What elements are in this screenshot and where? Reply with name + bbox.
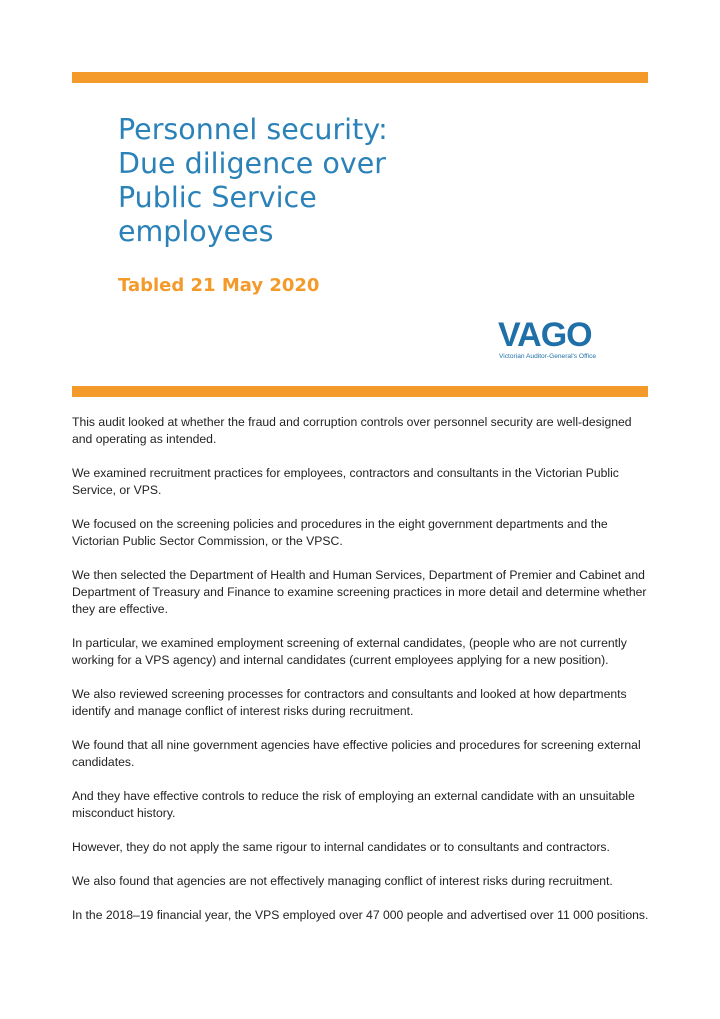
top-orange-rule — [72, 72, 648, 83]
title-line: employees — [118, 215, 274, 248]
paragraph: We found that all nine government agencies have effective policies and procedures for screening external candidates. — [72, 738, 641, 769]
title-line: Personnel security: — [118, 113, 388, 146]
paragraph: We also found that agencies are not effectively managing conflict of interest risks during recruitment. — [72, 874, 613, 888]
logo-subtitle: Victorian Auditor-General's Office — [499, 353, 597, 360]
vago-logo — [498, 318, 618, 366]
report-title — [118, 113, 478, 249]
paragraph: We also reviewed screening processes for contractors and consultants and looked at how departments identify and manage conflict of interest risks during recruitment. — [72, 687, 627, 718]
paragraph: And they have effective controls to reduce the risk of employing an external candidate with an unsuitable misconduct history. — [72, 789, 635, 820]
paragraph: We examined recruitment practices for employees, contractors and consultants in the Victorian Public Service, or VPS. — [72, 466, 619, 497]
paragraph: In particular, we examined employment screening of external candidates, (people who are not currently working for a VPS agency) and internal candidates (current employees applying for a new position). — [72, 636, 627, 667]
paragraph: However, they do not apply the same rigour to internal candidates or to consultants and contractors. — [72, 840, 610, 854]
tabled-date: Tabled 21 May 2020 — [118, 275, 320, 296]
paragraph: This audit looked at whether the fraud and corruption controls over personnel security are well-designed and operating as intended. — [72, 415, 632, 446]
paragraph: We focused on the screening policies and procedures in the eight government departments and the Victorian Public Sector Commission, or the VPSC. — [72, 517, 608, 548]
paragraph: In the 2018–19 financial year, the VPS employed over 47 000 people and advertised over 11 000 positions. — [72, 908, 649, 922]
title-line: Due diligence over — [118, 147, 386, 180]
summary-body — [72, 414, 650, 941]
logo-wordmark: VAGO — [498, 316, 592, 354]
title-line: Public Service — [118, 181, 317, 214]
paragraph: We then selected the Department of Health and Human Services, Department of Premier and Cabinet and Department of Treasury and Finance to examine screening practices in more detail and determine whether they are effective. — [72, 568, 647, 616]
bottom-orange-rule — [72, 386, 648, 397]
